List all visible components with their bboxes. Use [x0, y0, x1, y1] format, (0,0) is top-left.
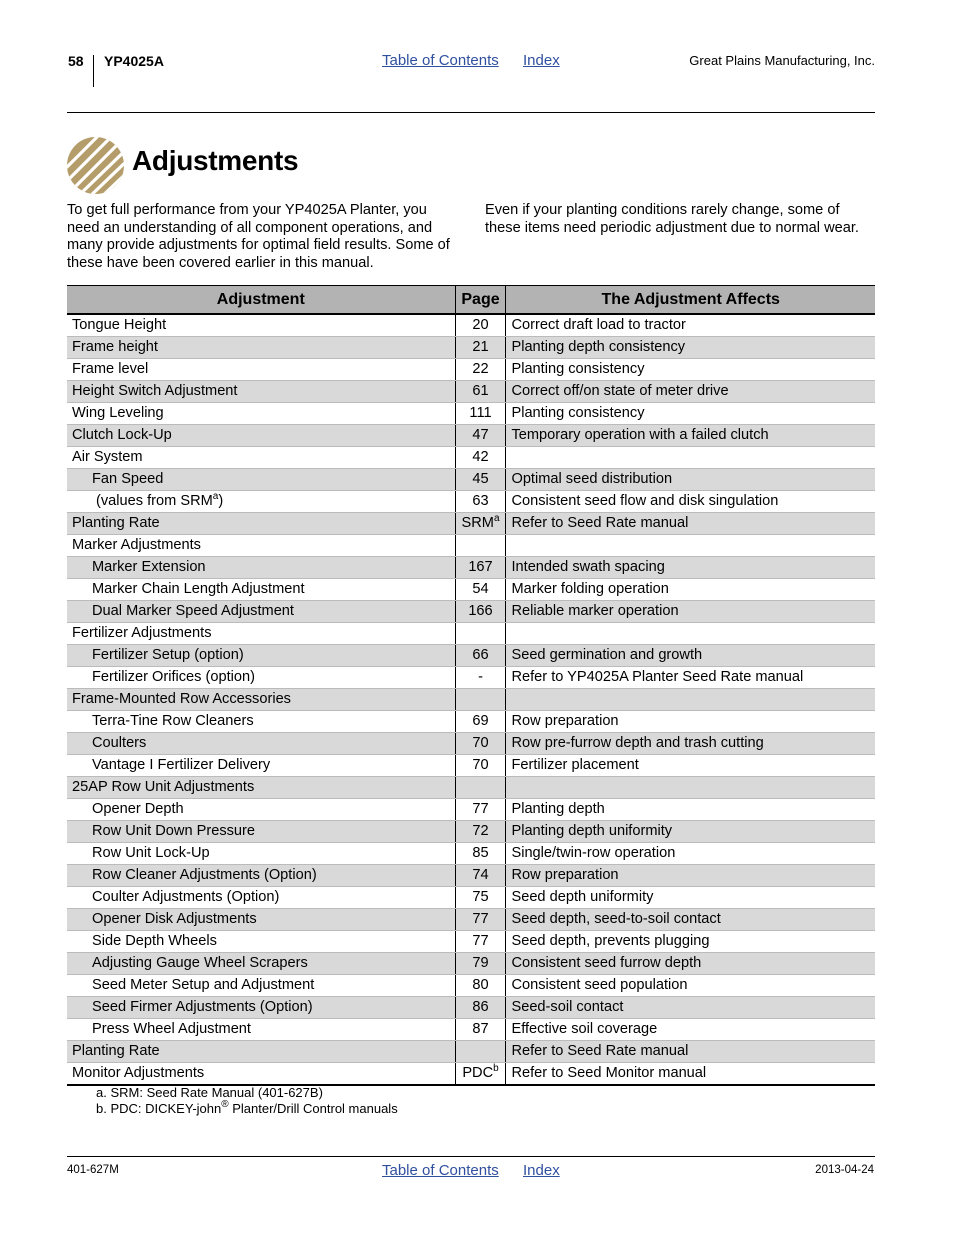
page-text: 77 [472, 933, 489, 949]
table-row [67, 535, 875, 557]
adjustment-text: Clutch Lock-Up [72, 427, 172, 443]
cell-affects: Marker folding operation [506, 579, 875, 601]
cell-adjustment [67, 799, 455, 821]
cell-adjustment [67, 909, 455, 931]
cell-affects: Refer to YP4025A Planter Seed Rate manual [506, 667, 875, 689]
footnotes [96, 1085, 398, 1117]
table-row [67, 887, 875, 909]
cell-affects [506, 623, 875, 645]
table-row [67, 1041, 875, 1063]
adjustment-text: Frame level [72, 361, 149, 377]
cell-adjustment [67, 667, 455, 689]
table-row [67, 997, 875, 1019]
footer-toc-link[interactable]: Table of Contents [382, 1162, 499, 1179]
table-row [67, 909, 875, 931]
cell-adjustment [67, 513, 455, 535]
cell-page [455, 821, 506, 843]
cell-page [455, 314, 506, 337]
table-row [67, 733, 875, 755]
cell-page [455, 381, 506, 403]
cell-page [455, 909, 506, 931]
cell-page [455, 1019, 506, 1041]
cell-affects: Seed depth, seed-to-soil contact [506, 909, 875, 931]
cell-adjustment [67, 865, 455, 887]
cell-adjustment [67, 579, 455, 601]
cell-affects: Row preparation [506, 711, 875, 733]
cell-page [455, 755, 506, 777]
cell-affects: Consistent seed furrow depth [506, 953, 875, 975]
cell-affects: Planting consistency [506, 359, 875, 381]
cell-affects: Row pre-furrow depth and trash cutting [506, 733, 875, 755]
adjustment-text: Planting Rate [72, 515, 160, 531]
cell-affects: Refer to Seed Rate manual [506, 513, 875, 535]
cell-affects: Seed depth, prevents plugging [506, 931, 875, 953]
adjustment-text: Wing Leveling [72, 405, 164, 421]
cell-affects: Seed germination and growth [506, 645, 875, 667]
cell-adjustment [67, 469, 455, 491]
cell-affects: Refer to Seed Monitor manual [506, 1063, 875, 1086]
intro-right: Even if your planting conditions rarely change, some of these items need periodic adjustment due to normal wear. [485, 202, 859, 236]
table-row [67, 777, 875, 799]
page-text: 21 [472, 339, 489, 355]
cell-page [455, 865, 506, 887]
page-text: 167 [468, 559, 493, 575]
cell-page [455, 733, 506, 755]
cell-adjustment [67, 314, 455, 337]
cell-page [455, 337, 506, 359]
adjustment-text: (values from SRM [96, 493, 213, 509]
cell-affects: Seed-soil contact [506, 997, 875, 1019]
cell-affects [506, 689, 875, 711]
adjustment-text: Height Switch Adjustment [72, 383, 238, 399]
cell-page [455, 535, 506, 557]
adjustment-text: Vantage I Fertilizer Delivery [92, 757, 271, 773]
footnote-b-text: b. PDC: DICKEY-john [96, 1101, 222, 1116]
cell-adjustment [67, 997, 455, 1019]
document-number: 401-627M [67, 1164, 119, 1176]
cell-adjustment [67, 953, 455, 975]
table-row [67, 1063, 875, 1086]
cell-page [455, 359, 506, 381]
document-date: 2013-04-24 [815, 1164, 874, 1176]
cell-adjustment [67, 777, 455, 799]
adjustment-text: Frame height [72, 339, 158, 355]
page-text: 20 [472, 317, 489, 333]
footnote-b-suffix: Planter/Drill Control manuals [228, 1101, 398, 1116]
table-row [67, 403, 875, 425]
cell-page [455, 623, 506, 645]
table-row [67, 579, 875, 601]
page-text: PDC [462, 1065, 494, 1081]
page-text: 69 [472, 713, 489, 729]
cell-affects: Correct draft load to tractor [506, 314, 875, 337]
cell-page [455, 645, 506, 667]
cell-adjustment [67, 843, 455, 865]
cell-adjustment [67, 931, 455, 953]
cell-affects [506, 777, 875, 799]
cell-page [455, 425, 506, 447]
page-text: 63 [472, 493, 489, 509]
cell-affects: Row preparation [506, 865, 875, 887]
table-row [67, 381, 875, 403]
cell-affects: Intended swath spacing [506, 557, 875, 579]
page-text: 75 [472, 889, 489, 905]
adjustments-table [67, 285, 875, 1086]
footnote-ref: b [493, 1063, 499, 1074]
cell-page [455, 557, 506, 579]
cell-affects [506, 535, 875, 557]
table-row [67, 469, 875, 491]
adjustment-text: Planting Rate [72, 1043, 160, 1059]
cell-adjustment [67, 359, 455, 381]
table-row [67, 513, 875, 535]
cell-adjustment [67, 337, 455, 359]
page-text: 66 [472, 647, 489, 663]
table-row [67, 337, 875, 359]
adjustment-text: Row Cleaner Adjustments (Option) [92, 867, 317, 883]
page-text: 42 [472, 449, 489, 465]
table-row [67, 425, 875, 447]
page-text: 45 [472, 471, 489, 487]
cell-affects: Planting depth [506, 799, 875, 821]
page-text: 166 [468, 603, 493, 619]
header-index-link[interactable]: Index [523, 52, 560, 69]
header-rule [67, 112, 875, 113]
page-title: Adjustments [132, 145, 299, 176]
table-row [67, 447, 875, 469]
table-row [67, 843, 875, 865]
adjustment-text: Fertilizer Adjustments [72, 625, 212, 641]
footnote-b [96, 1101, 398, 1117]
table-row [67, 557, 875, 579]
cell-affects: Single/twin-row operation [506, 843, 875, 865]
page-text: 72 [472, 823, 489, 839]
adjustment-text: 25AP Row Unit Adjustments [72, 779, 255, 795]
page-text: 74 [472, 867, 489, 883]
adjustment-text: Row Unit Down Pressure [92, 823, 256, 839]
adjustment-text: Tongue Height [72, 317, 167, 333]
cell-adjustment [67, 491, 455, 513]
page-text: 77 [472, 911, 489, 927]
cell-affects: Planting depth consistency [506, 337, 875, 359]
model-name: YP4025A [104, 53, 164, 69]
adjustment-text: Air System [72, 449, 143, 465]
adjustment-text: Opener Disk Adjustments [92, 911, 257, 927]
cell-adjustment [67, 535, 455, 557]
table-row [67, 953, 875, 975]
page-text: 47 [472, 427, 489, 443]
cell-affects: Temporary operation with a failed clutch [506, 425, 875, 447]
cell-affects: Seed depth uniformity [506, 887, 875, 909]
cell-page [455, 887, 506, 909]
page-number: 58 [68, 53, 84, 69]
table-row [67, 359, 875, 381]
cell-page [455, 1041, 506, 1063]
page-text: 85 [472, 845, 489, 861]
adjustment-text: Coulter Adjustments (Option) [92, 889, 280, 905]
cell-affects [506, 447, 875, 469]
cell-affects: Reliable marker operation [506, 601, 875, 623]
table-row [67, 491, 875, 513]
page-text: 70 [472, 757, 489, 773]
cell-page [455, 579, 506, 601]
cell-adjustment [67, 601, 455, 623]
page-text: 61 [472, 383, 489, 399]
header-affects: The Adjustment Affects [506, 286, 875, 315]
page-text: 54 [472, 581, 489, 597]
cell-page [455, 931, 506, 953]
table-row [67, 1019, 875, 1041]
cell-page [455, 403, 506, 425]
cell-adjustment [67, 381, 455, 403]
cell-adjustment [67, 755, 455, 777]
adjustment-text: Monitor Adjustments [72, 1065, 205, 1081]
cell-adjustment [67, 557, 455, 579]
adjustment-text: Side Depth Wheels [92, 933, 217, 949]
table-row [67, 821, 875, 843]
cell-adjustment [67, 711, 455, 733]
table-row [67, 799, 875, 821]
cell-affects: Planting depth uniformity [506, 821, 875, 843]
page-text: - [478, 669, 483, 685]
adjustment-text: Frame-Mounted Row Accessories [72, 691, 291, 707]
cell-adjustment [67, 645, 455, 667]
footer-index-link[interactable]: Index [523, 1162, 560, 1179]
cell-page [455, 975, 506, 997]
page-text: 70 [472, 735, 489, 751]
table-row [67, 601, 875, 623]
cell-page [455, 1063, 506, 1086]
cell-adjustment [67, 1019, 455, 1041]
adjustment-text: Press Wheel Adjustment [92, 1021, 251, 1037]
header-adjustment: Adjustment [67, 286, 455, 315]
cell-adjustment [67, 425, 455, 447]
adjustment-text: Fertilizer Setup (option) [92, 647, 244, 663]
adjustment-text: Seed Firmer Adjustments (Option) [92, 999, 313, 1015]
cell-adjustment [67, 821, 455, 843]
page-text: 80 [472, 977, 489, 993]
adjustment-text: Coulters [92, 735, 147, 751]
cell-page [455, 513, 506, 535]
table-row [67, 667, 875, 689]
cell-page [455, 447, 506, 469]
cell-affects: Fertilizer placement [506, 755, 875, 777]
cell-affects: Consistent seed population [506, 975, 875, 997]
footnote-ref: a [493, 513, 500, 524]
cell-page [455, 601, 506, 623]
page-text: 87 [472, 1021, 489, 1037]
cell-adjustment [67, 1063, 455, 1086]
adjustment-text: Terra-Tine Row Cleaners [92, 713, 254, 729]
footer-rule [67, 1156, 875, 1157]
cell-adjustment [67, 403, 455, 425]
table-row [67, 689, 875, 711]
great-plains-logo-icon [67, 137, 124, 194]
cell-page [455, 491, 506, 513]
cell-page [455, 777, 506, 799]
cell-affects: Consistent seed flow and disk singulation [506, 491, 875, 513]
table-row [67, 975, 875, 997]
adjustment-text: Adjusting Gauge Wheel Scrapers [92, 955, 308, 971]
cell-adjustment [67, 689, 455, 711]
table-row [67, 314, 875, 337]
cell-page [455, 843, 506, 865]
table-row [67, 711, 875, 733]
adjustment-tail: ) [218, 493, 224, 509]
adjustment-text: Opener Depth [92, 801, 184, 817]
header-toc-link[interactable]: Table of Contents [382, 52, 499, 69]
adjustment-text: Seed Meter Setup and Adjustment [92, 977, 315, 993]
cell-affects: Refer to Seed Rate manual [506, 1041, 875, 1063]
cell-affects: Planting consistency [506, 403, 875, 425]
page-text: 111 [469, 405, 492, 421]
cell-adjustment [67, 447, 455, 469]
adjustment-text: Fertilizer Orifices (option) [92, 669, 255, 685]
adjustment-text: Marker Extension [92, 559, 206, 575]
cell-affects: Correct off/on state of meter drive [506, 381, 875, 403]
header-divider [93, 55, 94, 87]
page-text: 79 [472, 955, 489, 971]
adjustment-text: Marker Chain Length Adjustment [92, 581, 305, 597]
cell-adjustment [67, 623, 455, 645]
adjustment-text: Fan Speed [92, 471, 164, 487]
page-text: 22 [472, 361, 489, 377]
table-row [67, 623, 875, 645]
adjustment-text: Dual Marker Speed Adjustment [92, 603, 294, 619]
adjustment-text: Marker Adjustments [72, 537, 201, 553]
header-page: Page [455, 286, 506, 315]
table-header-row [67, 286, 875, 315]
footnote-a: a. SRM: Seed Rate Manual (401-627B) [96, 1085, 323, 1100]
cell-page [455, 689, 506, 711]
cell-page [455, 711, 506, 733]
company-name: Great Plains Manufacturing, Inc. [689, 53, 875, 68]
cell-adjustment [67, 887, 455, 909]
page-text: 86 [472, 999, 489, 1015]
footnote-ref: a [212, 491, 219, 502]
cell-page [455, 469, 506, 491]
adjustment-text: Row Unit Lock-Up [92, 845, 210, 861]
intro-left: To get full performance from your YP4025A Planter, you need an understanding of all component operations, and many provide adjustments for optimal field results. Some of these have been covered earlier in this manual. [67, 202, 450, 271]
cell-page [455, 953, 506, 975]
footnote-b-sup: ® [221, 1099, 229, 1110]
table-row [67, 931, 875, 953]
table-row [67, 865, 875, 887]
table-row [67, 755, 875, 777]
cell-page [455, 997, 506, 1019]
cell-page [455, 667, 506, 689]
cell-adjustment [67, 975, 455, 997]
cell-page [455, 799, 506, 821]
cell-adjustment [67, 733, 455, 755]
table-row [67, 645, 875, 667]
page-text: 77 [472, 801, 489, 817]
cell-affects: Effective soil coverage [506, 1019, 875, 1041]
cell-adjustment [67, 1041, 455, 1063]
cell-affects: Optimal seed distribution [506, 469, 875, 491]
page-text: SRM [461, 515, 494, 531]
